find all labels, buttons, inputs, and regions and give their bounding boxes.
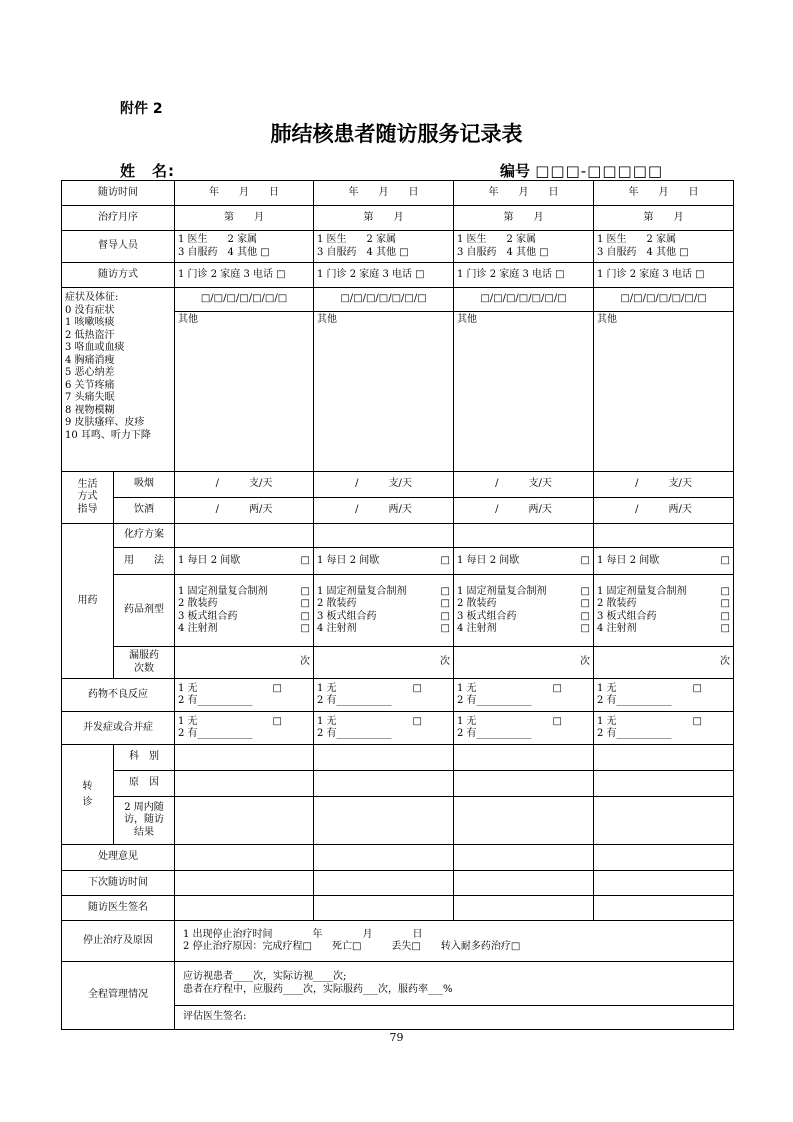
drug-form-checkbox[interactable]: □ — [300, 585, 310, 597]
visit-method-cell[interactable]: 1 门诊 2 家庭 3 电话 □ — [175, 263, 314, 288]
drinking-cell[interactable]: / 两/天 — [594, 498, 734, 524]
row-overall-management — [62, 962, 734, 1006]
row-referral-result — [62, 797, 734, 845]
drug-form-option: 2 散装药 — [457, 598, 497, 609]
next-visit-cell[interactable] — [314, 871, 454, 896]
missed-doses-label-line: 漏服药 — [129, 650, 159, 661]
chemo-plan-cell[interactable] — [454, 524, 594, 548]
smoking-cell[interactable]: / 支/天 — [314, 472, 454, 498]
complication-none-option: 1 无 — [597, 715, 617, 727]
smoking-cell[interactable]: / 支/天 — [454, 472, 594, 498]
complication-label: 并发症或合并症 — [62, 712, 175, 745]
symptom-other-label: 其他 — [457, 314, 477, 325]
complication-checkbox[interactable]: □ — [272, 715, 282, 727]
followup-record-table — [61, 180, 734, 1030]
chemo-plan-cell[interactable] — [314, 524, 454, 548]
supervisor-line1: 1 医生 2 家属 — [457, 234, 537, 245]
supervisor-line1: 1 医生 2 家属 — [597, 234, 677, 245]
drug-form-checkbox[interactable]: □ — [720, 623, 730, 634]
usage-checkbox[interactable]: □ — [300, 554, 310, 566]
lifestyle-label-line: 方式 — [77, 491, 98, 503]
symptoms-line: 10 耳鸣、听力下降 — [65, 429, 151, 441]
stop-treatment-reason: 2 停止治疗原因：完成疗程□ 死亡□ 丢失□ 转入耐多药治疗□ — [183, 941, 521, 952]
referral-result-cell[interactable] — [454, 797, 594, 845]
visit-method-cell[interactable]: 1 门诊 2 家庭 3 电话 □ — [594, 263, 734, 288]
complication-yes-option: 2 有___________ — [317, 728, 392, 739]
row-handling-opinion — [62, 845, 734, 871]
drug-form-option: 3 板式组合药 — [457, 610, 517, 622]
drug-form-option: 4 注射剂 — [178, 623, 218, 634]
symptoms-line: 9 皮肤瘙痒、皮疹 — [65, 417, 145, 428]
symptoms-line: 7 头痛失眠 — [65, 392, 115, 403]
evaluator-signature-cell[interactable] — [175, 1006, 734, 1030]
overall-management-cell[interactable] — [175, 962, 734, 1006]
symptoms-line: 8 视物模糊 — [65, 404, 115, 416]
drug-form-checkbox[interactable]: □ — [300, 598, 310, 609]
drug-form-option: 2 散装药 — [317, 598, 357, 609]
visit-time-cell[interactable]: 年 月 日 — [594, 181, 734, 206]
supervisor-line1: 1 医生 2 家属 — [178, 234, 258, 245]
row-drinking — [62, 498, 734, 524]
supervisor-cell[interactable] — [175, 231, 314, 263]
drug-form-checkbox[interactable]: □ — [440, 585, 450, 597]
next-visit-cell[interactable] — [175, 871, 314, 896]
drug-form-checkbox[interactable]: □ — [580, 585, 590, 597]
drug-form-checkbox[interactable]: □ — [440, 610, 450, 622]
drug-form-option: 1 固定剂量复合制剂 — [317, 585, 407, 597]
treatment-month-cell[interactable]: 第 月 — [594, 206, 734, 231]
patient-name-label: 姓 名: — [120, 162, 175, 180]
adverse-reaction-cell[interactable] — [594, 679, 734, 712]
drug-form-option: 1 固定剂量复合制剂 — [457, 585, 547, 597]
supervisor-line2: 3 自服药 4 其他 □ — [178, 246, 270, 258]
symptom-other-label: 其他 — [317, 314, 337, 325]
drinking-cell[interactable]: / 两/天 — [454, 498, 594, 524]
symptoms-line: 6 关节疼痛 — [65, 379, 115, 391]
referral-result-cell[interactable] — [594, 797, 734, 845]
lifestyle-label-line: 指导 — [77, 503, 98, 515]
supervisor-line2: 3 自服药 4 其他 □ — [317, 246, 409, 258]
adverse-reaction-label: 药物不良反应 — [62, 679, 175, 712]
visit-method-label: 随访方式 — [62, 263, 175, 288]
referral-reason-cell[interactable] — [454, 771, 594, 797]
complication-yes-option: 2 有___________ — [178, 728, 253, 739]
referral-result-cell[interactable] — [314, 797, 454, 845]
symptom-other-label: 其他 — [597, 314, 617, 325]
symptom-other-cell[interactable] — [314, 312, 454, 472]
visit-method-cell[interactable]: 1 门诊 2 家庭 3 电话 □ — [314, 263, 454, 288]
drinking-cell[interactable]: / 两/天 — [314, 498, 454, 524]
drug-form-option: 4 注射剂 — [597, 623, 637, 634]
stop-treatment-time: 1 出现停止治疗时间 年 月 日 — [183, 928, 423, 940]
complication-cell[interactable] — [314, 712, 454, 745]
page-number: 79 — [389, 1031, 404, 1044]
row-visit-time — [62, 181, 734, 206]
drug-form-cell[interactable] — [314, 575, 454, 647]
stop-treatment-label: 停止治疗及原因 — [62, 921, 175, 962]
referral-reason-cell[interactable] — [594, 771, 734, 797]
usage-label: 用 法 — [114, 548, 175, 575]
row-symptoms-boxes — [62, 288, 734, 312]
lifestyle-label-line: 生活 — [77, 478, 98, 490]
drug-form-checkbox[interactable]: □ — [580, 598, 590, 609]
referral-dept-cell[interactable] — [594, 745, 734, 771]
drug-form-option: 1 固定剂量复合制剂 — [597, 585, 687, 597]
adverse-checkbox[interactable]: □ — [412, 682, 422, 694]
chemo-plan-cell[interactable] — [594, 524, 734, 548]
smoking-label: 吸烟 — [114, 472, 175, 498]
visit-time-cell[interactable]: 年 月 日 — [175, 181, 314, 206]
usage-cell[interactable] — [454, 548, 594, 575]
stop-treatment-cell[interactable] — [175, 921, 734, 962]
adverse-yes-option: 2 有___________ — [457, 695, 532, 706]
symptom-boxes[interactable]: □/□/□/□/□/□/□ — [314, 288, 454, 312]
adverse-checkbox[interactable]: □ — [692, 682, 702, 694]
next-visit-label: 下次随访时间 — [62, 871, 175, 896]
drug-form-checkbox[interactable]: □ — [720, 585, 730, 597]
doctor-signature-cell[interactable] — [594, 896, 734, 921]
missed-doses-cell[interactable]: 次 — [314, 647, 454, 679]
lifestyle-group-label — [62, 472, 114, 524]
complication-cell[interactable] — [454, 712, 594, 745]
symptom-boxes[interactable]: □/□/□/□/□/□/□ — [175, 288, 314, 312]
drug-form-cell[interactable] — [175, 575, 314, 647]
treatment-month-label: 治疗月序 — [62, 206, 175, 231]
drug-form-option: 3 板式组合药 — [178, 610, 238, 622]
missed-doses-cell[interactable]: 次 — [454, 647, 594, 679]
adverse-yes-option: 2 有___________ — [597, 695, 672, 706]
referral-label-char: 转 — [82, 780, 93, 792]
usage-options: 1 每日 2 间歇 — [457, 554, 520, 566]
symptom-boxes[interactable]: □/□/□/□/□/□/□ — [594, 288, 734, 312]
row-treatment-month — [62, 206, 734, 231]
drug-form-checkbox[interactable]: □ — [440, 598, 450, 609]
visit-time-label: 随访时间 — [62, 181, 175, 206]
referral-dept-label: 科 别 — [114, 745, 175, 771]
symptom-other-cell[interactable] — [454, 312, 594, 472]
drinking-label: 饮酒 — [114, 498, 175, 524]
complication-cell[interactable] — [175, 712, 314, 745]
symptoms-line: 3 咯血或血痰 — [65, 342, 125, 353]
row-stop-treatment — [62, 921, 734, 962]
row-drug-form — [62, 575, 734, 647]
medication-rate-line: 患者在疗程中，应服药____次，实际服药___次，服药率___% — [183, 983, 453, 995]
adverse-checkbox[interactable]: □ — [272, 682, 282, 694]
adverse-reaction-cell[interactable] — [454, 679, 594, 712]
handling-opinion-cell[interactable] — [175, 845, 314, 871]
complication-none-option: 1 无 — [178, 715, 198, 727]
adverse-none-option: 1 无 — [457, 682, 477, 694]
missed-doses-cell[interactable]: 次 — [175, 647, 314, 679]
supervisor-line1: 1 医生 2 家属 — [317, 234, 397, 245]
symptoms-line: 0 没有症状 — [65, 304, 115, 316]
referral-result-label — [114, 797, 175, 845]
handling-opinion-cell[interactable] — [314, 845, 454, 871]
serial-number — [500, 160, 663, 181]
referral-reason-label: 原 因 — [114, 771, 175, 797]
visit-time-cell[interactable]: 年 月 日 — [454, 181, 594, 206]
symptom-other-cell[interactable] — [175, 312, 314, 472]
evaluator-signature-label: 评估医生签名: — [183, 1011, 247, 1023]
drug-form-checkbox[interactable]: □ — [580, 610, 590, 622]
usage-cell[interactable] — [175, 548, 314, 575]
row-visit-method — [62, 263, 734, 288]
adverse-checkbox[interactable]: □ — [552, 682, 562, 694]
serial-boxes[interactable]: □□□-□□□□□ — [535, 162, 664, 180]
drinking-cell[interactable]: / 两/天 — [175, 498, 314, 524]
symptoms-line: 2 低热盗汗 — [65, 329, 115, 341]
treatment-month-cell[interactable]: 第 月 — [314, 206, 454, 231]
drug-form-checkbox[interactable]: □ — [300, 623, 310, 634]
symptoms-label — [62, 288, 175, 472]
chemo-plan-cell[interactable] — [175, 524, 314, 548]
row-complication — [62, 712, 734, 745]
symptoms-line: 4 胸痛消瘦 — [65, 354, 115, 366]
usage-checkbox[interactable]: □ — [440, 554, 450, 566]
doctor-signature-cell[interactable] — [454, 896, 594, 921]
row-next-visit — [62, 871, 734, 896]
drug-form-option: 2 散装药 — [597, 598, 637, 609]
drug-form-checkbox[interactable]: □ — [580, 623, 590, 634]
drug-form-cell[interactable] — [454, 575, 594, 647]
doctor-signature-label: 随访医生签名 — [62, 896, 175, 921]
referral-result-label-line: 结果 — [134, 826, 154, 838]
treatment-month-cell[interactable]: 第 月 — [454, 206, 594, 231]
row-smoking — [62, 472, 734, 498]
handling-opinion-cell[interactable] — [594, 845, 734, 871]
referral-dept-cell[interactable] — [175, 745, 314, 771]
drug-form-option: 4 注射剂 — [317, 623, 357, 634]
usage-options: 1 每日 2 间歇 — [178, 554, 241, 566]
referral-result-label-line: 访，随访 — [124, 814, 164, 826]
visit-time-cell[interactable]: 年 月 日 — [314, 181, 454, 206]
drug-form-checkbox[interactable]: □ — [720, 610, 730, 622]
symptom-other-cell[interactable] — [594, 312, 734, 472]
complication-checkbox[interactable]: □ — [552, 715, 562, 727]
symptoms-line: 5 恶心纳差 — [65, 367, 115, 378]
missed-doses-cell[interactable]: 次 — [594, 647, 734, 679]
supervisor-label: 督导人员 — [62, 231, 175, 263]
medication-group-label: 用药 — [62, 524, 114, 679]
usage-options: 1 每日 2 间歇 — [317, 554, 380, 566]
usage-cell[interactable] — [314, 548, 454, 575]
complication-checkbox[interactable]: □ — [412, 715, 422, 727]
usage-options: 1 每日 2 间歇 — [597, 554, 660, 566]
doctor-signature-cell[interactable] — [175, 896, 314, 921]
adverse-yes-option: 2 有___________ — [178, 695, 253, 706]
missed-doses-label — [114, 647, 175, 679]
row-referral-reason — [62, 771, 734, 797]
row-referral-dept — [62, 745, 734, 771]
symptoms-line: 症状及体征: — [65, 292, 119, 303]
referral-dept-cell[interactable] — [314, 745, 454, 771]
drug-form-cell[interactable] — [594, 575, 734, 647]
referral-dept-cell[interactable] — [454, 745, 594, 771]
drug-form-checkbox[interactable]: □ — [440, 623, 450, 634]
referral-reason-cell[interactable] — [175, 771, 314, 797]
handling-opinion-label: 处理意见 — [62, 845, 175, 871]
row-chemo-plan — [62, 524, 734, 548]
attachment-label: 附件 2 — [120, 101, 163, 117]
adverse-reaction-cell[interactable] — [314, 679, 454, 712]
supervisor-cell[interactable] — [314, 231, 454, 263]
drug-form-option: 1 固定剂量复合制剂 — [178, 585, 268, 597]
next-visit-cell[interactable] — [454, 871, 594, 896]
row-supervisor — [62, 231, 734, 263]
adverse-none-option: 1 无 — [597, 682, 617, 694]
row-usage — [62, 548, 734, 575]
supervisor-cell[interactable] — [454, 231, 594, 263]
row-doctor-signature — [62, 896, 734, 921]
complication-none-option: 1 无 — [317, 715, 337, 727]
complication-yes-option: 2 有___________ — [457, 728, 532, 739]
symptoms-line: 1 咳嗽咳痰 — [65, 317, 115, 328]
usage-cell[interactable] — [594, 548, 734, 575]
row-missed-doses — [62, 647, 734, 679]
referral-reason-cell[interactable] — [314, 771, 454, 797]
drug-form-checkbox[interactable]: □ — [720, 598, 730, 609]
smoking-cell[interactable]: / 支/天 — [594, 472, 734, 498]
drug-form-option: 2 散装药 — [178, 598, 218, 609]
complication-cell[interactable] — [594, 712, 734, 745]
adverse-yes-option: 2 有___________ — [317, 695, 392, 706]
supervisor-line2: 3 自服药 4 其他 □ — [597, 246, 689, 258]
drug-form-option: 3 板式组合药 — [597, 610, 657, 622]
drug-form-checkbox[interactable]: □ — [300, 610, 310, 622]
complication-yes-option: 2 有___________ — [597, 728, 672, 739]
drug-form-option: 3 板式组合药 — [317, 610, 377, 622]
supervisor-line2: 3 自服药 4 其他 □ — [457, 246, 549, 258]
next-visit-cell[interactable] — [594, 871, 734, 896]
supervisor-cell[interactable] — [594, 231, 734, 263]
treatment-month-cell[interactable]: 第 月 — [175, 206, 314, 231]
referral-result-label-line: 2 周内随 — [124, 801, 164, 813]
chemo-plan-label: 化疗方案 — [114, 524, 175, 548]
adverse-none-option: 1 无 — [178, 682, 198, 694]
usage-checkbox[interactable]: □ — [720, 554, 730, 566]
adverse-none-option: 1 无 — [317, 682, 337, 694]
row-adverse-reaction — [62, 679, 734, 712]
complication-checkbox[interactable]: □ — [692, 715, 702, 727]
smoking-cell[interactable]: / 支/天 — [175, 472, 314, 498]
usage-checkbox[interactable]: □ — [580, 554, 590, 566]
handling-opinion-cell[interactable] — [454, 845, 594, 871]
referral-result-cell[interactable] — [175, 797, 314, 845]
visit-method-cell[interactable]: 1 门诊 2 家庭 3 电话 □ — [454, 263, 594, 288]
drug-form-option: 4 注射剂 — [457, 623, 497, 634]
form-title: 肺结核患者随访服务记录表 — [270, 122, 523, 146]
adverse-reaction-cell[interactable] — [175, 679, 314, 712]
overall-management-label: 全程管理情况 — [62, 962, 175, 1030]
symptom-boxes[interactable]: □/□/□/□/□/□/□ — [454, 288, 594, 312]
referral-label-char: 诊 — [82, 796, 93, 808]
referral-group-label — [62, 745, 114, 845]
complication-none-option: 1 无 — [457, 715, 477, 727]
missed-doses-label-line: 次数 — [134, 662, 154, 674]
doctor-signature-cell[interactable] — [314, 896, 454, 921]
visit-count-line: 应访视患者____次，实际访视____次; — [183, 971, 347, 982]
serial-label: 编号 — [500, 162, 531, 180]
drug-form-label: 药品剂型 — [114, 575, 175, 647]
symptom-other-label: 其他 — [178, 314, 198, 325]
